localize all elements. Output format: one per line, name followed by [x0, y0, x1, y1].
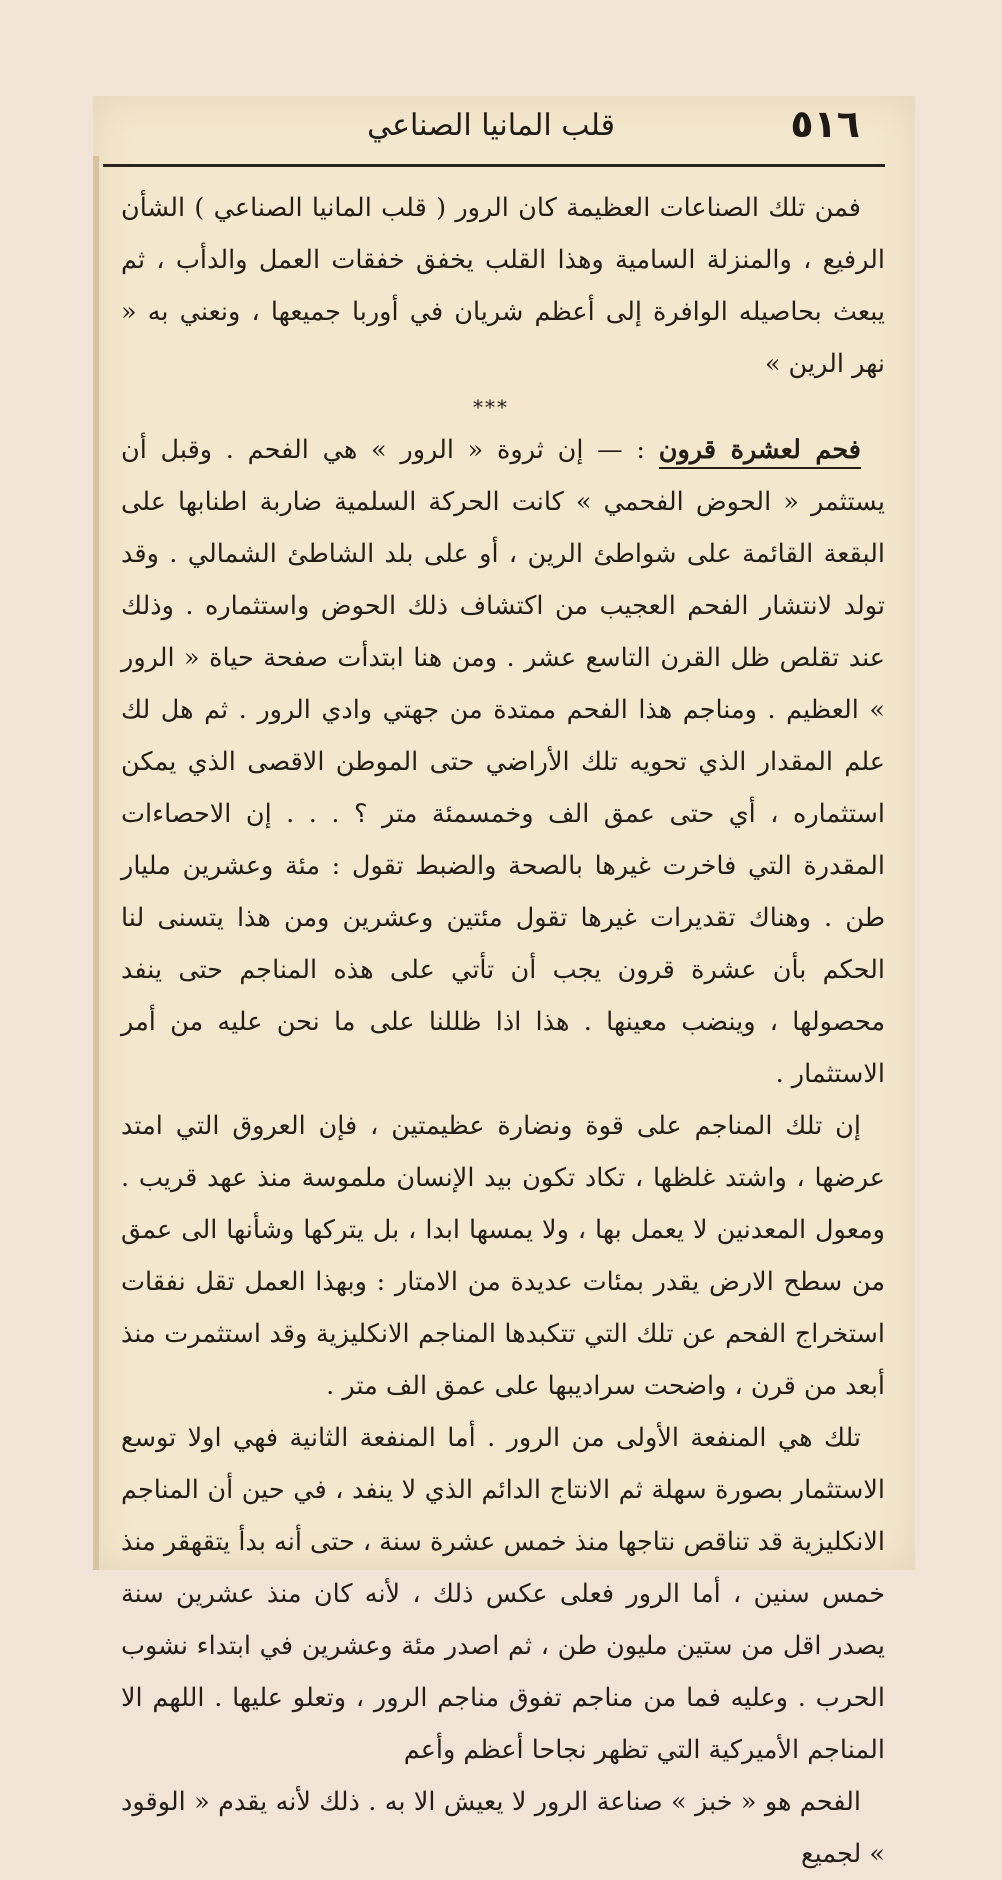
section-heading: فحم لعشرة قرون [659, 435, 861, 469]
intro-paragraph: فمن تلك الصناعات العظيمة كان الرور ( قلب المانيا الصناعي ) الشأن الرفيع ، والمنزلة السامية وهذا القلب يخفق خفقات العمل والدأب ، ثم يبعث بحاصيله الوافرة إلى أعظم شريان في أوربا جميعها ، ونعني به « نهر الرين » [121, 193, 885, 379]
section-separator: : — [583, 435, 659, 465]
page-fold-shadow [93, 156, 99, 1570]
section-ornament: *** [473, 395, 509, 419]
section-paragraph-3: تلك هي المنفعة الأولى من الرور . أما المنفعة الثانية فهي اولا توسع الاستثمار بصورة سهلة ثم الانتاج الدائم الذي لا ينفد ، في حين أن المناجم الانكليزية قد تناقص نتاجها منذ خمس عشرة سنة ، حتى أنه بدأ يتقهقر منذ خمس سنين ، أما الرور فعلى عكس ذلك ، لأنه كان منذ عشرين سنة يصدر اقل من ستين مليون طن ، ثم اصدر مئة وعشرين في ابتداء نشوب الحرب . وعليه فما من مناجم تفوق مناجم الرور ، وتعلو عليها . اللهم الا المناجم الأميركية التي تظهر نجاحا أعظم وأعم [121, 1423, 885, 1765]
page-body [121, 182, 885, 1880]
running-header [93, 102, 915, 162]
page-number: ٥١٦ [790, 102, 860, 146]
book-page [93, 96, 915, 1869]
section-paragraph-4: الفحم هو « خبز » صناعة الرور لا يعيش الا به . ذلك لأنه يقدم « الوقود » لجميع [121, 1787, 885, 1869]
header-rule [103, 164, 885, 167]
section-paragraph-1-text: إن ثروة « الرور » هي الفحم . وقبل أن يستثمر « الحوض الفحمي » كانت الحركة السلمية ضاربة اطنابها على البقعة القائمة على شواطئ الرين ، أو على بلد الشاطئ الشمالي . وقد تولد لانتشار الفحم العجيب من اكتشاف ذلك الحوض واستثماره . وذلك عند تقلص ظل القرن التاسع عشر . ومن هنا ابتدأت صفحة حياة « الرور » العظيم . ومناجم هذا الفحم ممتدة من جهتي وادي الرور . ثم هل لك علم المقدار الذي تحويه تلك الأراضي حتى الموطن الاقصى الذي يمكن استثماره ، أي حتى عمق الف وخمسمئة متر ؟ . . . إن الاحصاءات المقدرة التي فاخرت غيرها بالصحة والضبط تقول : مئة وعشرين مليار طن . وهناك تقديرات غيرها تقول مئتين وعشرين ومن هذا يتسنى لنا الحكم بأن عشرة قرون يجب أن تأتي على هذه المناجم حتى ينفد محصولها ، وينضب معينها . هذا اذا ظللنا على ما نحن عليه من أمر الاستثمار . [121, 435, 886, 1089]
section-paragraph-2: إن تلك المناجم على قوة ونضارة عظيمتين ، فإن العروق التي امتد عرضها ، واشتد غلظها ، تكاد تكون بيد الإنسان ملموسة منذ عهد قريب . ومعول المعدنين لا يعمل بها ، ولا يمسها ابدا ، بل يتركها وشأنها الى عمق من سطح الارض يقدر بمئات عديدة من الامتار : وبهذا العمل تقل نفقات استخراج الفحم عن تلك التي تتكبدها المناجم الانكليزية وقد استثمرت منذ أبعد من قرن ، واضحت سراديبها على عمق الف متر . [121, 1111, 885, 1401]
section-paragraph-1 [121, 424, 885, 1100]
running-title: قلب المانيا الصناعي [367, 108, 615, 143]
